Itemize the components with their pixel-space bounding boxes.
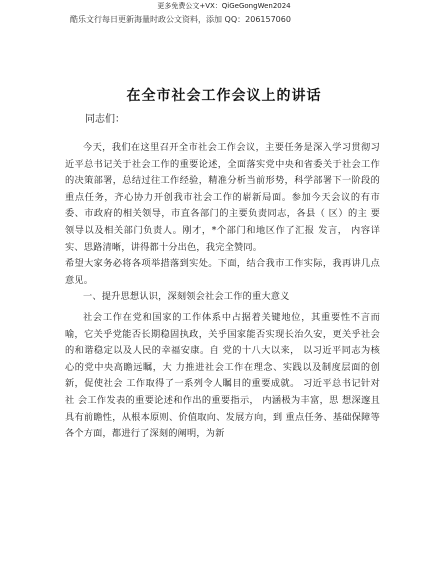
salutation: 同志们：	[85, 114, 125, 125]
document-title: 在全市社会工作会议上的讲话	[126, 88, 322, 104]
top-watermark: 更多免费公文+VX：QiGeGongWen2024	[157, 2, 291, 10]
header-note: 酷乐文行每日更新海量时政公文资料，添加 QQ：206157060	[70, 15, 291, 24]
paragraph-transition: 希望大家务必将各项举措落到实处。下面，结合我市工作实际，我再讲几点意见。	[65, 258, 380, 286]
document-body	[65, 140, 380, 443]
section-heading-1: 一、提升思想认识，深刻领会社会工作的重大意义	[83, 291, 290, 303]
paragraph-section-1: 社会工作在党和国家的工作体系中占据着关键地位，其重要性不言而喻，它关乎党能否长期稳固执政，关乎国家能否实现长治久安，更关乎社会的和谐稳定以及人民的幸福安康。自 党的十八大以来， 以习近平同志为核心的党中央高瞻远瞩，大 力推进社会工作在理念、实践以及制度层面的创新，促使社会 工作取得了一系列令人瞩目的重要成就。 习近平总书记针对社 会工作发表的重要论述和作出的重要指示， 内涵极为丰富，思 想深邃且具有前瞻性，从根本原则、价值取向、发展方向，到 重点任务、基础保障等各个方面，都进行了深刻的阐明，为新	[65, 311, 380, 440]
paragraph-opening: 今天，我们在这里召开全市社会工作会议，主要任务是深入学习贯彻习近平总书记关于社会工作的重要论述，全面落实党中央和省委关于社会工作的决策部署，总结过往工作经验，精准分析当前形势，科学部署下一阶段的重点任务，齐心协力开创我市社会工作的崭新局面。参加今天会议的有市委、市政府的相关领导，市直各部门的主要负责同志，各县（ 区）的主 要领导以及相关部门负责人。刚才，*个部门和地区作了汇报 发言， 内容详实、思路清晰，讲得都十分出色，我完全赞同。	[65, 142, 380, 253]
